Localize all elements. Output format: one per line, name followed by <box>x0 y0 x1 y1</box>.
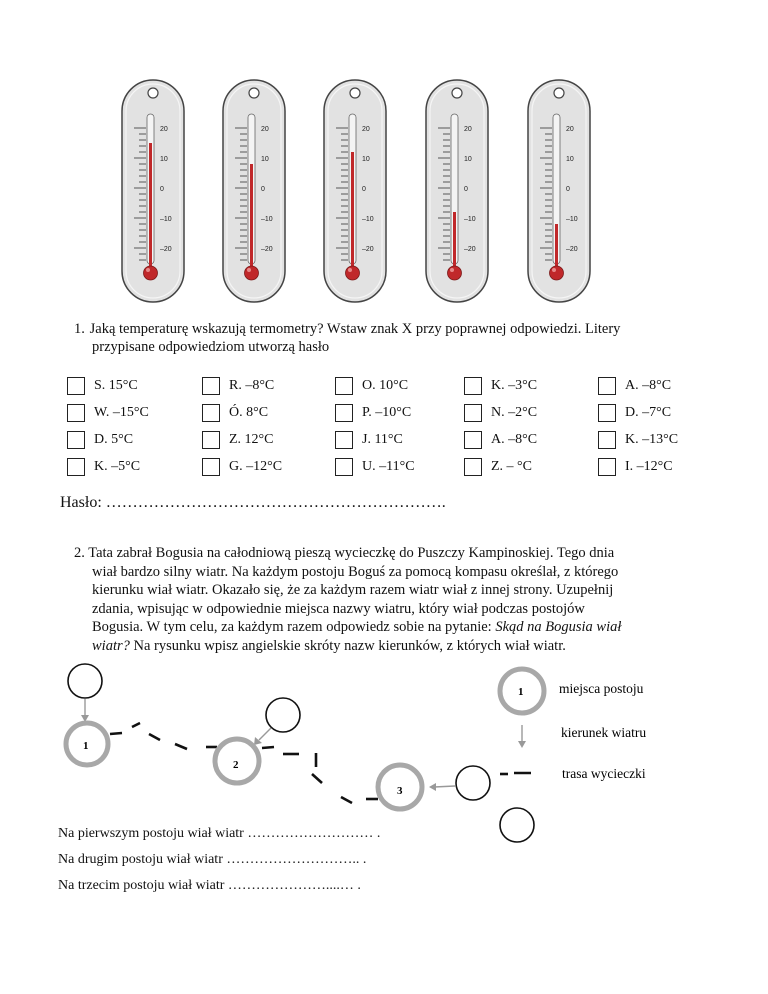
thermometer-5 <box>526 78 592 304</box>
checkbox[interactable] <box>67 458 85 476</box>
scale-label: –10 <box>261 216 273 223</box>
scale-label: 0 <box>362 186 366 193</box>
answer-line-3[interactable]: Na trzecim postoju wiał wiatr …………………....… . <box>58 878 361 893</box>
question-2-line-1: Tata zabrał Bogusia na całodniową pieszą wycieczkę do Puszczy Kampinoskiej. Tego dnia <box>88 545 615 561</box>
thermometer-fluid <box>351 152 354 274</box>
thermometer-bulb <box>245 266 259 280</box>
option-label: O. 10°C <box>362 378 409 393</box>
question-2-text <box>74 544 686 655</box>
hanging-hole <box>452 88 462 98</box>
option-r1-c3[interactable] <box>335 376 408 396</box>
thermometer-fluid <box>149 143 152 274</box>
hanging-hole <box>554 88 564 98</box>
option-r1-c1[interactable] <box>67 376 138 396</box>
wind-answer-circle-2[interactable] <box>266 698 300 732</box>
scale-label: 10 <box>566 156 574 163</box>
option-label: U. –11°C <box>362 459 415 474</box>
scale-label: 0 <box>566 186 570 193</box>
scale-label: –10 <box>566 216 578 223</box>
hanging-hole <box>148 88 158 98</box>
thermometer-fluid <box>453 212 456 274</box>
option-r3-c5[interactable] <box>598 430 678 450</box>
legend-stop-symbol <box>500 669 544 713</box>
option-label: R. –8°C <box>229 378 275 393</box>
scale-label: –10 <box>160 216 172 223</box>
question-1-number: 1. <box>74 321 85 337</box>
checkbox[interactable] <box>335 404 353 422</box>
thermometer-bulb <box>144 266 158 280</box>
checkbox[interactable] <box>202 458 220 476</box>
option-label: Z. 12°C <box>229 432 274 447</box>
scale-label: 0 <box>160 186 164 193</box>
checkbox[interactable] <box>598 458 616 476</box>
scale-label: –20 <box>464 246 476 253</box>
option-r4-c3[interactable] <box>335 457 415 477</box>
question-2-italic-question-end: wiatr? <box>92 637 130 654</box>
stop-2 <box>215 739 259 783</box>
question-1-line-1: Jaką temperaturę wskazują termometry? Wstaw znak X przy poprawnej odpowiedzi. Litery <box>89 321 621 337</box>
option-r4-c1[interactable] <box>67 457 140 477</box>
option-r3-c3[interactable] <box>335 430 403 450</box>
scale-label: 10 <box>362 156 370 163</box>
option-label: J. 11°C <box>362 432 403 447</box>
checkbox[interactable] <box>598 377 616 395</box>
thermometer-bulb <box>346 266 360 280</box>
thermometer-fluid <box>250 164 253 274</box>
legend-stop-label: miejsca postoju <box>559 681 644 696</box>
scale-label: –20 <box>362 246 374 253</box>
checkbox[interactable] <box>335 458 353 476</box>
option-label: G. –12°C <box>229 459 283 474</box>
legend-route-symbol <box>500 773 531 774</box>
thermometer-bulb <box>550 266 564 280</box>
option-label: P. –10°C <box>362 405 412 420</box>
option-label: D. –7°C <box>625 405 672 420</box>
option-r4-c2[interactable] <box>202 457 282 477</box>
scale-label: 10 <box>464 156 472 163</box>
scale-label: 10 <box>160 156 168 163</box>
option-r2-c4[interactable] <box>464 403 537 423</box>
checkbox[interactable] <box>202 377 220 395</box>
hanging-hole <box>249 88 259 98</box>
wind-answer-circle-extra[interactable] <box>500 808 534 842</box>
scale-label: –20 <box>566 246 578 253</box>
thermometers-row <box>0 0 768 310</box>
option-label: K. –13°C <box>625 432 679 447</box>
option-r4-c4[interactable] <box>464 457 532 477</box>
question-2-line-6: Na rysunku wpisz angielskie skróty nazw kierunków, z których wiał wiatr. <box>129 637 566 654</box>
question-1-text <box>74 320 686 356</box>
option-label: Z. – °C <box>491 459 532 474</box>
option-r3-c4[interactable] <box>464 430 537 450</box>
checkbox[interactable] <box>67 404 85 422</box>
question-2-line-5: Bogusia. W tym celu, za każdym razem odpowiedz sobie na pytanie: <box>92 619 496 635</box>
question-2-italic-question: Skąd na Bogusia wiał <box>495 619 622 635</box>
option-label: K. –3°C <box>491 378 538 393</box>
thermometer-3 <box>322 78 388 304</box>
route-diagram <box>0 655 768 845</box>
legend-route-label: trasa wycieczki <box>562 766 646 781</box>
question-2-line-4: zdania, wpisując w odpowiednie miejsca nazwy wiatru, który wiał podczas postojów <box>92 600 585 617</box>
answer-line-2[interactable]: Na drugim postoju wiał wiatr ……………………….. . <box>58 852 367 867</box>
option-r4-c5[interactable] <box>598 457 673 477</box>
stop-1-label: 1 <box>83 740 89 752</box>
scale-label: –20 <box>160 246 172 253</box>
scale-label: –20 <box>261 246 273 253</box>
option-label: A. –8°C <box>491 432 538 447</box>
question-2-line-2: wiał bardzo silny wiatr. Na każdym postoju Boguś za pomocą kompasu określał, z którego <box>92 563 619 580</box>
option-r2-c5[interactable] <box>598 403 671 423</box>
checkbox[interactable] <box>464 458 482 476</box>
scale-label: 10 <box>261 156 269 163</box>
option-label: K. –5°C <box>94 459 141 474</box>
option-r1-c4[interactable] <box>464 376 537 396</box>
option-label: I. –12°C <box>625 459 673 474</box>
stop-2-label: 2 <box>233 759 239 771</box>
checkbox[interactable] <box>598 431 616 449</box>
scale-label: 0 <box>261 186 265 193</box>
stop-3 <box>378 765 422 809</box>
thermometer-1 <box>120 78 186 304</box>
hanging-hole <box>350 88 360 98</box>
wind-answer-circle-1[interactable] <box>68 664 102 698</box>
option-r3-c2[interactable] <box>202 430 274 450</box>
option-r2-c2[interactable] <box>202 403 268 423</box>
scale-label: 0 <box>464 186 468 193</box>
question-1-line-2: przypisane odpowiedziom utworzą hasło <box>92 339 330 355</box>
legend-wind-label: kierunek wiatru <box>561 725 647 740</box>
checkbox[interactable] <box>464 404 482 422</box>
checkbox[interactable] <box>335 431 353 449</box>
question-2-number: 2. <box>74 545 85 561</box>
scale-label: 20 <box>160 126 168 133</box>
option-label: D. 5°C <box>94 432 134 447</box>
password-line[interactable]: Hasło: ………………………………………………………. <box>60 494 446 511</box>
wind-answer-circle-3[interactable] <box>456 766 490 800</box>
scale-label: –10 <box>362 216 374 223</box>
option-r2-c1[interactable] <box>67 403 149 423</box>
option-label: W. –15°C <box>94 405 149 420</box>
option-r3-c1[interactable] <box>67 430 133 450</box>
option-label: N. –2°C <box>491 405 538 420</box>
option-r2-c3[interactable] <box>335 403 411 423</box>
scale-label: 20 <box>362 126 370 133</box>
thermometer-bulb <box>448 266 462 280</box>
option-r1-c5[interactable] <box>598 376 671 396</box>
checkbox[interactable] <box>202 404 220 422</box>
scale-label: 20 <box>261 126 269 133</box>
checkbox[interactable] <box>67 431 85 449</box>
checkbox[interactable] <box>335 377 353 395</box>
option-label: A. –8°C <box>625 378 672 393</box>
option-r1-c2[interactable] <box>202 376 274 396</box>
answer-line-1[interactable]: Na pierwszym postoju wiał wiatr ……………………… . <box>58 826 381 841</box>
thermometer-2 <box>221 78 287 304</box>
checkbox[interactable] <box>202 431 220 449</box>
checkbox[interactable] <box>598 404 616 422</box>
checkbox[interactable] <box>464 431 482 449</box>
thermometer-4 <box>424 78 490 304</box>
stop-1 <box>66 723 108 765</box>
legend-stop-number: 1 <box>518 686 524 698</box>
checkbox[interactable] <box>67 377 85 395</box>
scale-label: 20 <box>566 126 574 133</box>
option-label: Ó. 8°C <box>229 405 269 420</box>
question-2-line-3: kierunku wiał wiatr. Okazało się, że za każdym razem wiatr wiał z innej strony. Uzupełnij <box>92 582 614 598</box>
scale-label: –10 <box>464 216 476 223</box>
scale-label: 20 <box>464 126 472 133</box>
checkbox[interactable] <box>464 377 482 395</box>
option-label: S. 15°C <box>94 378 138 393</box>
stop-3-label: 3 <box>397 785 403 797</box>
